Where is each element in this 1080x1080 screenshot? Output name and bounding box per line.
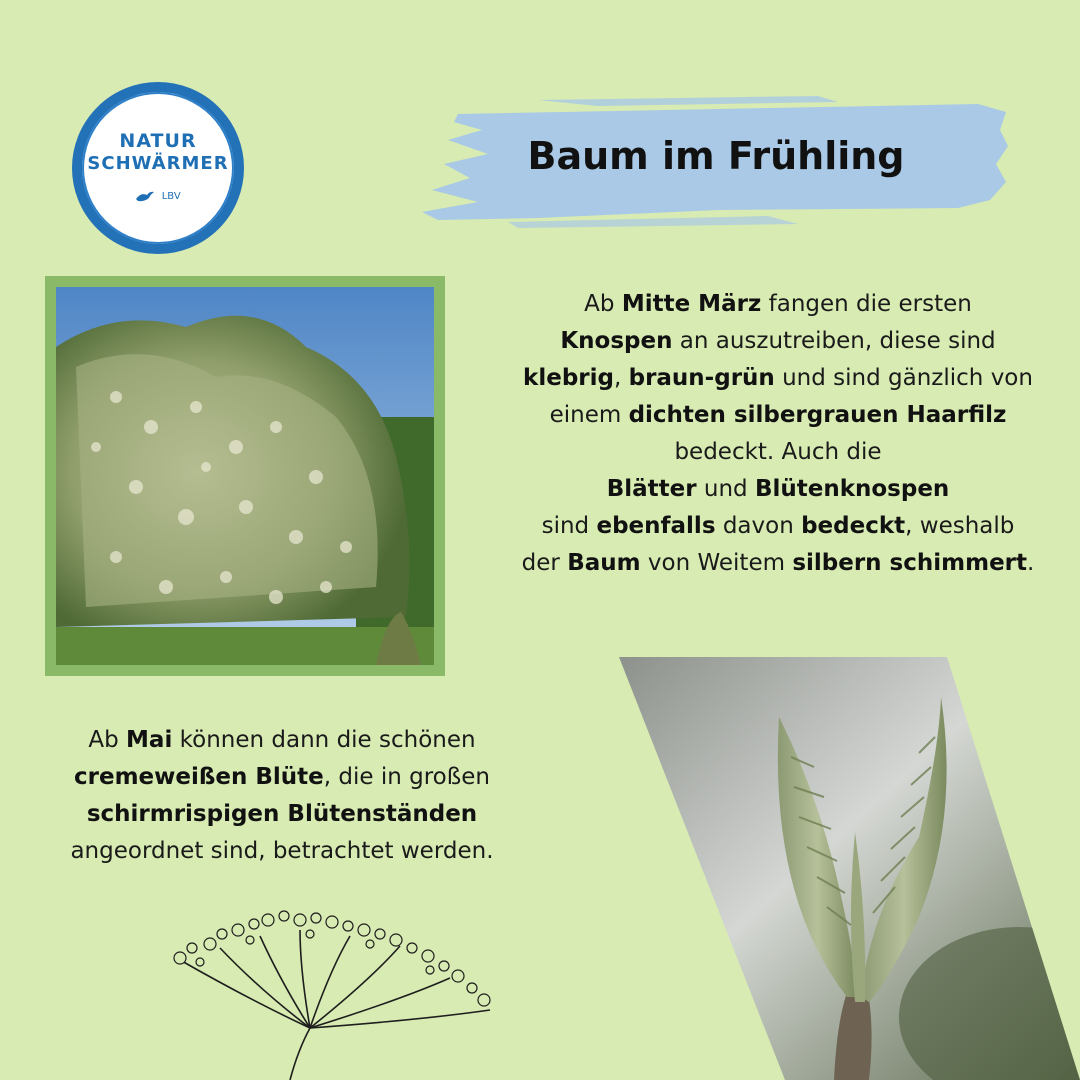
p1-seg-bold: ebenfalls — [596, 513, 716, 539]
p1-seg: . — [1027, 550, 1035, 576]
p1-seg: an auszutreiben, diese sind — [672, 328, 996, 354]
p1-seg: und — [696, 476, 755, 502]
tree-photo-frame — [45, 276, 445, 676]
paragraph-may-blossoms — [40, 722, 524, 870]
p1-seg: von Weitem — [640, 550, 793, 576]
p1-seg-bold: klebrig — [523, 365, 614, 391]
bird-icon — [135, 190, 155, 204]
p1-seg: , — [613, 365, 629, 391]
tree-photo — [56, 287, 434, 665]
p1-seg-bold: bedeckt — [801, 513, 906, 539]
bud-photo — [619, 657, 1080, 1080]
p1-seg-bold: silbern schimmert — [792, 550, 1028, 576]
p1-seg-bold: Blütenknospen — [754, 476, 950, 502]
p2-seg-bold: Mai — [126, 727, 173, 753]
p1-seg-bold: dichten silbergrauen Haarfilz — [628, 402, 1007, 428]
p1-seg: und sind gänzlich von einem — [549, 365, 1033, 428]
naturschwaermer-logo — [72, 82, 244, 254]
p2-seg-bold: cremeweißen Blüte — [74, 764, 324, 790]
page-title: Baum im Frühling — [527, 134, 905, 178]
p1-seg-bold: Baum — [567, 550, 641, 576]
p1-seg: bedeckt. Auch die — [674, 439, 882, 465]
logo-sub — [82, 188, 234, 206]
logo-text-natur: NATUR — [119, 130, 197, 152]
p1-seg: fangen die ersten — [761, 291, 972, 317]
p1-seg-bold: Blätter — [606, 476, 697, 502]
p2-seg: , die in großen — [323, 764, 490, 790]
p2-seg: können dann die schönen — [172, 727, 476, 753]
p2-seg: angeordnet sind, betrachtet werden. — [70, 838, 494, 864]
p1-seg: sind — [541, 513, 597, 539]
p2-seg-bold: schirmrispigen Blütenständen — [86, 801, 478, 827]
p1-seg: , weshalb der — [521, 513, 1015, 576]
paragraph-spring-buds — [520, 286, 1036, 582]
p1-seg-bold: Knospen — [560, 328, 673, 354]
logo-text-lbv: LBV — [161, 191, 181, 203]
p1-seg: davon — [715, 513, 802, 539]
p2-seg: Ab — [88, 727, 127, 753]
umbel-flower-sketch — [150, 900, 510, 1080]
p1-seg-bold: Mitte März — [621, 291, 762, 317]
p1-seg-bold: braun-grün — [628, 365, 775, 391]
logo-text-schwaermer: SCHWÄRMER — [87, 153, 229, 174]
p1-seg: Ab — [584, 291, 622, 317]
